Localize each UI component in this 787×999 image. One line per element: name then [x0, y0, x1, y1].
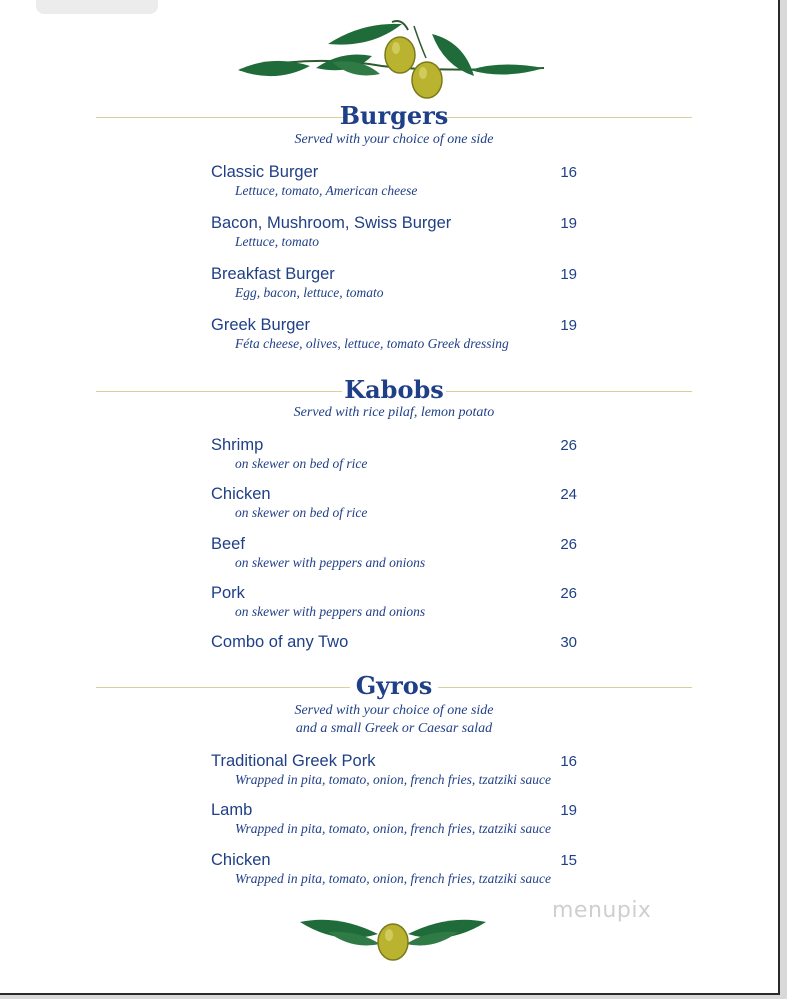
item-description: Wrapped in pita, tomato, onion, french fries, tzatziki sauce — [235, 871, 551, 886]
item-name: Greek Burger — [211, 316, 311, 334]
section-subtitle: Served with your choice of one side — [294, 132, 494, 147]
item-name: Combo of any Two — [211, 633, 349, 651]
section-subtitle: Served with rice pilaf, lemon potato — [293, 405, 495, 420]
item-price: 30 — [560, 634, 577, 651]
menu-item — [211, 315, 581, 353]
item-price: 19 — [560, 266, 577, 283]
item-description: on skewer with peppers and onions — [235, 555, 426, 570]
olive-branch-icon — [232, 14, 552, 106]
item-name: Classic Burger — [211, 163, 319, 181]
menu-item — [211, 751, 581, 789]
item-description: Lettuce, tomato — [235, 234, 319, 249]
item-name: Traditional Greek Pork — [211, 752, 376, 770]
item-name: Shrimp — [211, 436, 264, 454]
item-name: Pork — [211, 584, 245, 602]
menu-item — [211, 850, 581, 888]
item-name: Beef — [211, 535, 245, 553]
menu-item — [211, 162, 581, 200]
menu-item — [211, 484, 581, 522]
item-price: 19 — [560, 802, 577, 819]
item-price: 16 — [560, 164, 577, 181]
item-price: 26 — [560, 437, 577, 454]
section-subtitle: Served with your choice of one side — [294, 703, 494, 718]
item-description: on skewer on bed of rice — [235, 505, 368, 520]
item-name: Lamb — [211, 801, 253, 819]
olive-sprig-icon — [298, 910, 488, 970]
menu-item — [211, 632, 581, 652]
item-price: 26 — [560, 536, 577, 553]
item-description: Féta cheese, olives, lettuce, tomato Greek dressing — [235, 336, 509, 351]
item-description: on skewer with peppers and onions — [235, 604, 426, 619]
item-name: Chicken — [211, 485, 271, 503]
item-description: Lettuce, tomato, American cheese — [235, 183, 418, 198]
item-description: Wrapped in pita, tomato, onion, french fries, tzatziki sauce — [235, 772, 551, 787]
item-price: 26 — [560, 585, 577, 602]
menu-item — [211, 264, 581, 302]
item-description: Wrapped in pita, tomato, onion, french fries, tzatziki sauce — [235, 821, 551, 836]
item-name: Chicken — [211, 851, 271, 869]
menu-item — [211, 213, 581, 251]
section-title: Gyros — [355, 671, 433, 700]
item-price: 19 — [560, 215, 577, 232]
tab-stub — [36, 0, 158, 14]
menu-item — [211, 583, 581, 621]
item-name: Bacon, Mushroom, Swiss Burger — [211, 214, 452, 232]
section-subtitle: and a small Greek or Caesar salad — [295, 721, 493, 736]
item-description: Egg, bacon, lettuce, tomato — [235, 285, 384, 300]
menu-item — [211, 534, 581, 572]
section-title: Kabobs — [344, 375, 444, 404]
menu-item — [211, 800, 581, 838]
item-price: 24 — [560, 486, 577, 503]
item-price: 16 — [560, 753, 577, 770]
menu-item — [211, 435, 581, 473]
item-price: 19 — [560, 317, 577, 334]
item-price: 15 — [560, 852, 577, 869]
section-title: Burgers — [339, 101, 449, 130]
item-name: Breakfast Burger — [211, 265, 335, 283]
watermark: menupix — [552, 898, 652, 923]
item-description: on skewer on bed of rice — [235, 456, 368, 471]
